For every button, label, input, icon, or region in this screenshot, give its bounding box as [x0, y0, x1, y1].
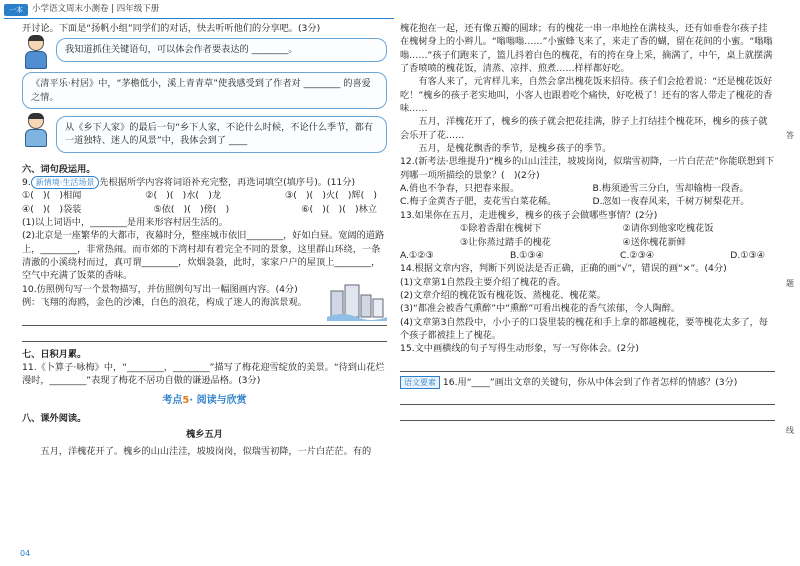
- student-avatar-icon: [22, 35, 50, 69]
- question-12: 12.(新考法·思维提升)“槐乡的山山洼洼，坡坡岗岗，似瑞雪初降，一片白茫茫”你能联想到下列哪一项所描绘的景象？( )(2分): [400, 156, 775, 181]
- q9-item[interactable]: ②( )( )水( )龙: [145, 190, 221, 202]
- new-context-tag: 新情境·生活场景: [31, 176, 100, 189]
- q13-item: ③让你蒸过踏手的槐花: [460, 236, 551, 248]
- q9-sub-1: (1)以上词语中，________是用来形容村居生活的。: [22, 217, 228, 229]
- q13-options: [400, 249, 775, 262]
- side-mark-mid: 题: [786, 279, 794, 288]
- page-number: 04: [20, 549, 31, 559]
- student-avatar-icon: [22, 113, 50, 147]
- question-10-stem: 10.仿照例句写一个景物描写，并仿照例句写出一幅图画内容。(4分): [22, 283, 298, 295]
- q12-option-b[interactable]: B.梅须逊雪三分白，雪却输梅一段香。: [592, 183, 749, 195]
- question-11: 11.《卜算子·咏梅》中，“________，________”描写了梅花迎雪绽放的美景。“待到山花烂漫时，________”表现了梅花不居功自傲的谦逊品格。(3分): [22, 361, 385, 387]
- question-13: 13.如果你在五月，走进槐乡，槐乡的孩子会做哪些事情？(2分): [400, 209, 658, 221]
- q9-row-2: [22, 203, 387, 216]
- question-15: 15.文中画横线的句子写得生动形象，写一写你体会。(2分): [400, 343, 639, 355]
- q12-options: [400, 182, 775, 209]
- q9-item[interactable]: ⑥( )( )( )林立: [301, 203, 377, 215]
- passage-para-3: 五月，洋槐花开了，槐乡的孩子就会把花挂满，脖子上打结挂个槐花环，槐乡的孩子就会乐开了花……: [400, 116, 768, 141]
- answer-line[interactable]: [400, 407, 775, 421]
- q9-item[interactable]: ③( )( )火( )辉( ): [284, 190, 377, 202]
- q12-option-d[interactable]: D.忽如一夜春风来，千树万树梨花开。: [592, 196, 750, 208]
- dialog-row-3: [22, 113, 387, 157]
- q13-option-c[interactable]: C.②③④: [620, 249, 655, 261]
- q13-option-d[interactable]: D.①③④: [730, 249, 765, 261]
- q14-item: (2)文章介绍的槐花饭有槐花饭、蒸槐花、槐花菜。: [400, 289, 606, 301]
- language-element-tag: 语文要素: [400, 376, 440, 389]
- city-illustration-icon: [327, 283, 387, 321]
- passage-para-4: 五月，是槐花飘香的季节，是槐乡孩子的季节。: [418, 143, 612, 155]
- q13-option-a[interactable]: A.①②③: [400, 249, 434, 261]
- question-10-example: 例：飞翔的海鸥，金色的沙滩，白色的浪花，构成了迷人的海滨景观。: [22, 297, 307, 309]
- q9-item[interactable]: ①( )( )相闻: [22, 190, 82, 202]
- q14-item: (3)“都准会被香气熏醉”中“熏醉”可看出槐花的香气浓郁，令人陶醉。: [400, 303, 681, 315]
- speech-bubble-2: 《清平乐·村居》中，“茅檐低小，溪上青青草”使我感受到了作者对 ________ 的喜爱之情。: [22, 72, 387, 109]
- dialog-row-1: [22, 35, 387, 69]
- side-mark-top: 答: [786, 131, 794, 140]
- answer-line[interactable]: [22, 328, 387, 342]
- section-7-heading: 七、日积月累。: [22, 348, 87, 360]
- section-8-heading: 八、课外阅读。: [22, 413, 87, 425]
- series-badge: 一本: [4, 4, 28, 16]
- topic-heading: 考点5· 阅读与欣赏: [162, 394, 247, 406]
- q13-item: ②请你到他家吃槐花饭: [622, 223, 714, 235]
- speech-bubble-1: 我知道抓住关键语句，可以体会作者要表达的 ________。: [56, 38, 387, 61]
- q9-row-1: [22, 189, 387, 202]
- passage-start: 五月，洋槐花开了。槐乡的山山洼洼，坡坡岗岗，似瑞雪初降，一片白茫茫。有的: [40, 445, 372, 457]
- question-10-block: [22, 283, 387, 310]
- intro-text: 开讨论。下面是“扬帆小组”同学们的对话，快去听听他们的分享吧。(3分): [22, 23, 321, 34]
- q13-item: ①除着香甜在槐树下: [460, 223, 542, 235]
- question-16: 语文要素 16.用“____”画出文章的关键句，你从中体会到了作者怎样的情感？(3分): [400, 376, 775, 389]
- passage-para-1: 槐花抱在一起，还有像五瓣的圆球；有的槐花一串一串地拴在满枝头，还有如垂卷尔孩子挂在槐树身上的小辫儿。“嗡嗡嗡……”小蜜蜂飞来了，来走了香的蝴，留在花间的小蜜。“嗡嗡嗡……”孩子们跑来了，篮儿抖着白色的槐花，有的挎在身上采，摘满了，中午，桌上就摆满了香喷喷的槐花饭，清蒸、凉拌、煎煮……样样都好吃。: [400, 23, 773, 75]
- q9-sub-2: (2)北京是一座繁华的大都市，夜幕时分，整座城市依旧________，好如白昼。宽阔的道路上，________，非常热闹。而市郊的下湾村却有着完全不同的景象，这里群山环绕，一条清澈的小溪绕村而过，真可谓________，炊烟袅袅，此时，家家户户的屋顶上________，空气中充满了饭菜的香味。: [22, 230, 385, 282]
- answer-line[interactable]: [400, 358, 775, 372]
- q13-items: [400, 222, 775, 249]
- right-column: [400, 22, 775, 423]
- header-rule: [4, 18, 394, 19]
- q12-option-c[interactable]: C.梅子金黄杏子肥，麦花雪白菜花稀。: [400, 196, 557, 208]
- answer-line[interactable]: [400, 391, 775, 405]
- q14-item: (4)文章第3自然段中，小小子的口袋里装的槐花和手上拿的都越槐花，要等槐花太多了，每个孩子都被挂上了槐花。: [400, 316, 768, 341]
- question-9-stem: 9. 新情境·生活场景 先根据所学内容将词语补充完整，再选词填空(填序号)。(11分): [22, 177, 356, 189]
- section-6-heading: 六、词句段运用。: [22, 163, 96, 175]
- passage-title: 槐乡五月: [186, 429, 223, 441]
- q9-item[interactable]: ⑤依( )( )傍( ): [153, 203, 230, 215]
- speech-bubble-3: 从《乡下人家》的最后一句“乡下人家，不论什么时候，不论什么季节，都有一道独特、迷人的风景”中，我体会到了 ____: [56, 116, 387, 153]
- q13-item: ④送你槐花新鲜: [622, 236, 686, 248]
- q9-item[interactable]: ④( )( )袋装: [22, 203, 82, 215]
- q14-item: (1)文章第1自然段主要介绍了槐花的香。: [400, 276, 566, 288]
- question-14: 14.根据文章内容，判断下列说法是否正确，正确的画“√”，错误的画“×”。(4分): [400, 263, 727, 275]
- side-mark-bottom: 线: [786, 426, 794, 435]
- left-column: [22, 22, 387, 458]
- passage-para-2: 有客人来了，元宵样儿来，自然会拿出槐花饭来招待。孩子们会抢着说：“还是槐花饭好吃！”槐乡的孩子老实地叫，小客人也跟着吃个痛快，好吃极了！还有的客人带走了槐花的香味……: [400, 76, 773, 115]
- page-header: [0, 0, 800, 20]
- q12-option-a[interactable]: A.俏也不争春，只把春来报。: [400, 183, 520, 195]
- header-title: 小学语文周末小测卷 | 四年级下册: [32, 4, 160, 14]
- q13-option-b[interactable]: B.①③④: [509, 249, 544, 261]
